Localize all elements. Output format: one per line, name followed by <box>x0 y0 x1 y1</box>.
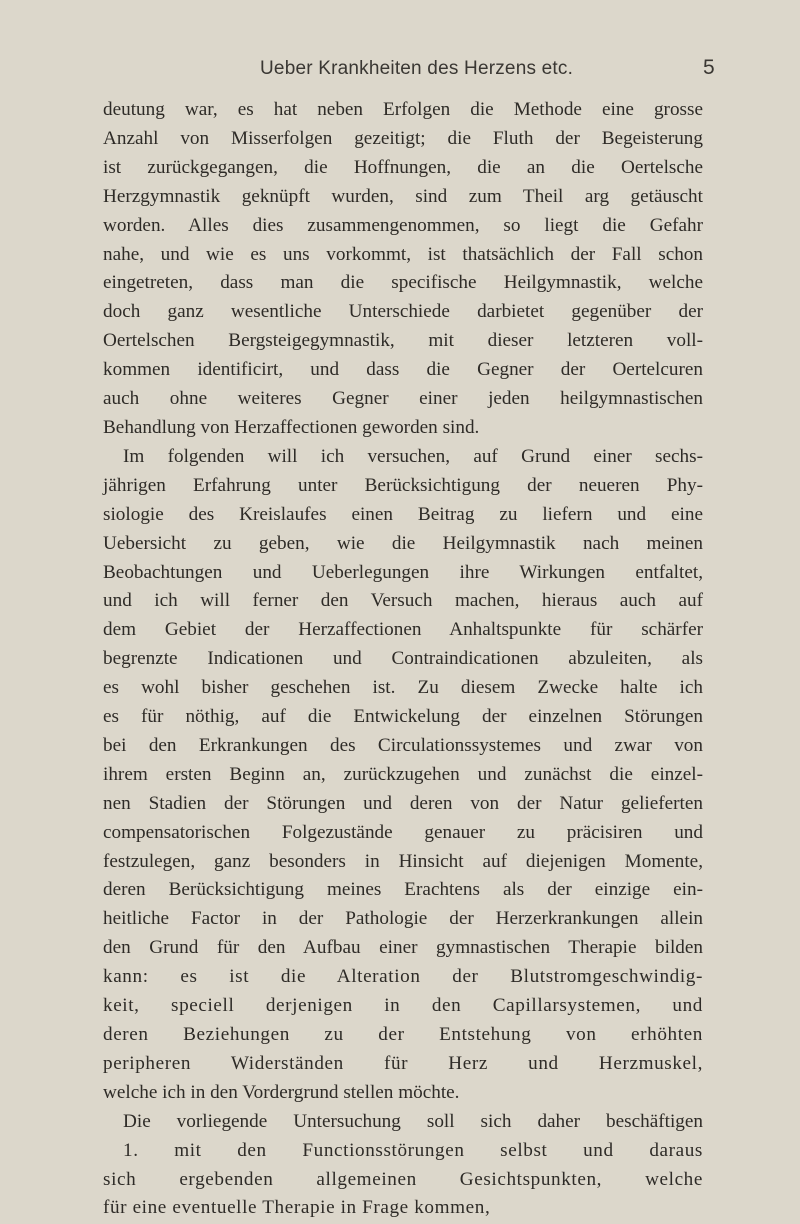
text-line: den Grund für den Aufbau einer gymnastischen Therapie bilden <box>103 937 703 959</box>
text-line: auch ohne weiteres Gegner einer jeden heilgymnastischen <box>103 388 703 410</box>
text-line: heitliche Factor in der Pathologie der Herzerkrankungen allein <box>103 908 703 930</box>
text-line: nahe, und wie es uns vorkommt, ist thatsächlich der Fall schon <box>103 243 703 265</box>
text-line: eingetreten, dass man die specifische Heilgymnastik, welche <box>103 272 703 294</box>
text-line: nen Stadien der Störungen und deren von der Natur gelieferten <box>103 792 703 814</box>
text-line: Oertelschen Bergsteigegymnastik, mit dieser letzteren voll- <box>103 330 703 352</box>
page-header <box>0 58 800 88</box>
text-line: deren Beziehungen zu der Entstehung von erhöhten <box>103 1024 703 1045</box>
text-line: ihrem ersten Beginn an, zurückzugehen und zunächst die einzel- <box>103 763 703 785</box>
text-line: dem Gebiet der Herzaffectionen Anhaltspunkte für schärfer <box>103 619 703 641</box>
text-line: jährigen Erfahrung unter Berücksichtigung der neueren Phy- <box>103 474 703 496</box>
text-line: compensatorischen Folgezustände genauer zu präcisiren und <box>103 821 703 843</box>
text-line: begrenzte Indicationen und Contraindicationen abzuleiten, als <box>103 648 703 670</box>
paragraph-end-line: Behandlung von Herzaffectionen geworden sind. <box>103 416 480 438</box>
text-line: und ich will ferner den Versuch machen, hieraus auch auf <box>103 590 703 612</box>
text-line: deren Berücksichtigung meines Erachtens als der einzige ein- <box>103 879 703 901</box>
paragraph-end-line: welche ich in den Vordergrund stellen möchte. <box>103 1081 460 1103</box>
paragraph-start-line: Im folgenden will ich versuchen, auf Grund einer sechs- <box>123 445 703 467</box>
text-line: für eine eventuelle Therapie in Frage kommen, <box>103 1197 491 1219</box>
paragraph-start-line: Die vorliegende Untersuchung soll sich daher beschäftigen <box>123 1110 703 1132</box>
page-number: 5 <box>703 56 715 79</box>
text-line: Beobachtungen und Ueberlegungen ihre Wirkungen entfaltet, <box>103 561 703 583</box>
text-line: Uebersicht zu geben, wie die Heilgymnastik nach meinen <box>103 532 703 554</box>
text-line: peripheren Widerständen für Herz und Herzmuskel, <box>103 1052 703 1074</box>
text-line: bei den Erkrankungen des Circulationssystemes und zwar von <box>103 734 703 756</box>
body-text <box>103 96 703 1223</box>
text-line: 1. mit den Functionsstörungen selbst und daraus <box>123 1139 703 1161</box>
text-line: Herzgymnastik geknüpft wurden, sind zum Theil arg getäuscht <box>103 185 703 207</box>
text-line: doch ganz wesentliche Unterschiede darbietet gegenüber der <box>103 301 703 323</box>
text-line: deutung war, es hat neben Erfolgen die Methode eine grosse <box>103 99 703 120</box>
text-line: kommen identificirt, und dass die Gegner der Oertelcuren <box>103 359 703 381</box>
text-line: Anzahl von Misserfolgen gezeitigt; die Fluth der Begeisterung <box>103 127 703 149</box>
text-line: siologie des Kreislaufes einen Beitrag zu liefern und eine <box>103 503 703 525</box>
text-line: kann: es ist die Alteration der Blutstromgeschwindig- <box>103 966 703 988</box>
running-title: Ueber Krankheiten des Herzens etc. <box>260 58 574 79</box>
text-line: keit, speciell derjenigen in den Capillarsystemen, und <box>103 995 703 1017</box>
text-line: ist zurückgegangen, die Hoffnungen, die an die Oertelsche <box>103 156 703 178</box>
text-line: es wohl bisher geschehen ist. Zu diesem Zwecke halte ich <box>103 677 703 699</box>
text-line: worden. Alles dies zusammengenommen, so liegt die Gefahr <box>103 214 703 236</box>
text-line: sich ergebenden allgemeinen Gesichtspunkten, welche <box>103 1168 703 1190</box>
text-line: festzulegen, ganz besonders in Hinsicht auf diejenigen Momente, <box>103 850 703 872</box>
text-line: es für nöthig, auf die Entwickelung der einzelnen Störungen <box>103 706 703 728</box>
